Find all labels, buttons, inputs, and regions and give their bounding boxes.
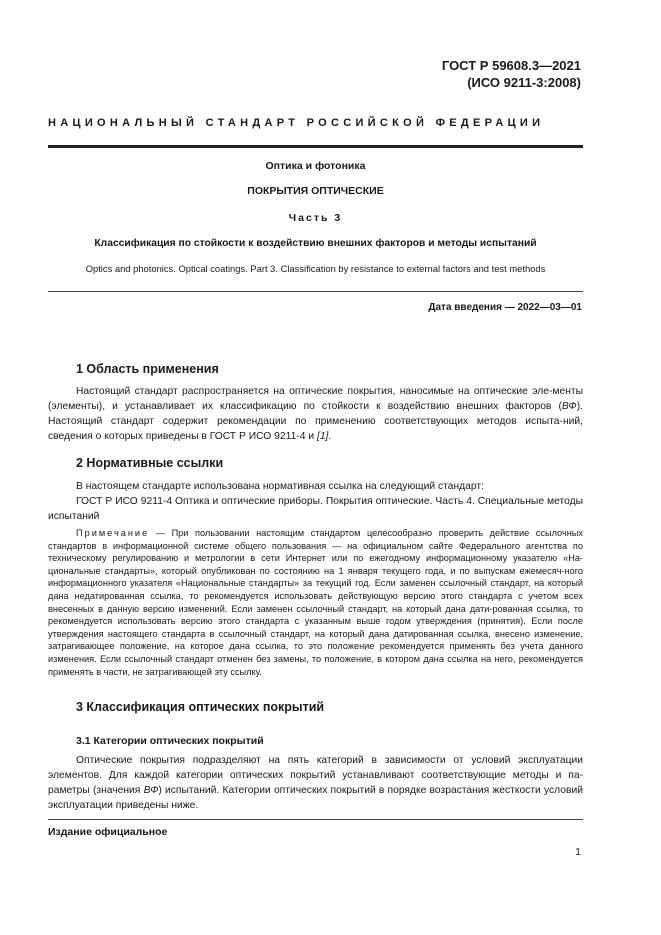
section1-heading: 1 Область применения bbox=[76, 362, 219, 376]
header-rule bbox=[48, 145, 583, 148]
section1-vf: ВФ bbox=[561, 401, 577, 412]
note-text: — При пользовании настоящим стандартом целесообразно проверить действие ссылочных стандартов в информационной системе общего пользования — на официальном сайте Федерального агентства по техническому регулированию и метрологии в сети Интернет или по ежегодному информационному указателю «На-циональные стандарты», который опубликован по состоянию на 1 января текущего года, и по выпускам ежемесяч-ного информационного указателя «Национальные стандарты» за текущий год. Если заменен ссылочный стандарт, на который дана недатированная ссылка, то рекомендуется использовать действующую версию этого стандарта с учетом всех внесенных в данную версию изменений. Если заменен ссылочный стандарт, на который дана дати-рованная ссылка, то рекомендуется использовать версию этого стандарта с указанным выше годом утверждения (принятия). Если после утверждения настоящего стандарта в ссылочный стандарт, на который дана датированная ссылка, внесено изменение, затрагивающее положение, на которое дана ссылка, то это положение рекомендуется применять без учета данного изменения. Если ссылочный стандарт отменен без замены, то положение, в котором дана ссылка на него, рекомендуется применять в части, не затрагивающей эту ссылку. bbox=[48, 528, 583, 677]
official-edition: Издание официальное bbox=[48, 826, 168, 838]
section2-note bbox=[48, 527, 583, 678]
iso-number: (ИСО 9211-3:2008) bbox=[467, 75, 581, 90]
part-title: Часть 3 bbox=[288, 212, 343, 224]
section3-text-b: ) испытаний. Категории оптических покрытий в порядке возрастания жесткости условий эксплуатации приведены ниже. bbox=[48, 785, 583, 811]
page-number: 1 bbox=[575, 846, 581, 858]
section3-subheading: 3.1 Категории оптических покрытий bbox=[76, 735, 264, 747]
section2-line1: В настоящем стандарте использована нормативная ссылка на следующий стандарт: bbox=[76, 481, 484, 492]
section1-ref: [1] bbox=[316, 431, 329, 442]
title-rule bbox=[48, 291, 583, 292]
footer-rule bbox=[48, 819, 583, 820]
intro-date: Дата введения — 2022—03—01 bbox=[428, 302, 582, 313]
national-standard-title: НАЦИОНАЛЬНЫЙ СТАНДАРТ РОССИЙСКОЙ ФЕДЕРАЦИИ bbox=[48, 117, 545, 129]
section1-text-c: . bbox=[328, 431, 332, 442]
english-title: Optics and photonics. Optical coatings. Part 3. Classification by resistance to external factors and test methods bbox=[85, 263, 546, 274]
section3-heading: 3 Классификация оптических покрытий bbox=[76, 700, 325, 714]
section1-text-a: Настоящий стандарт распространяется на оптические покрытия, наносимые на оптические эле-менты (элементы), и устанавливает их классификацию по стойкости к воздействию внешних факторов ( bbox=[48, 386, 583, 412]
topic-title: Оптика и фотоника bbox=[265, 160, 366, 172]
section3-body bbox=[48, 753, 583, 813]
subtitle: Классификация по стойкости к воздействию внешних факторов и методы испытаний bbox=[94, 238, 537, 249]
standard-number: ГОСТ Р 59608.3—2021 bbox=[441, 58, 581, 73]
section3-vf: ВФ bbox=[143, 785, 159, 796]
section1-text-b: ). Настоящий стандарт содержит рекомендации по применению соответствующих методов испыта-ний, сведения о которых приведены в ГОСТ Р ИСО 9211-4 и bbox=[48, 401, 583, 442]
section3-text-a: Оптические покрытия подразделяют на пять категорий в зависимости от условий эксплуатации элементов. Для каждой категории оптических покрытий устанавливают соответствующие методы и па-раметры (значения bbox=[48, 755, 583, 796]
note-label: Примечание bbox=[76, 528, 150, 538]
section1-body bbox=[48, 384, 583, 444]
section2-heading: 2 Нормативные ссылки bbox=[76, 456, 224, 470]
section2-line2: ГОСТ Р ИСО 9211-4 Оптика и оптические приборы. Покрытия оптические. Часть 4. Специальные методы испытаний bbox=[48, 496, 583, 522]
main-title: ПОКРЫТИЯ ОПТИЧЕСКИЕ bbox=[247, 185, 384, 197]
